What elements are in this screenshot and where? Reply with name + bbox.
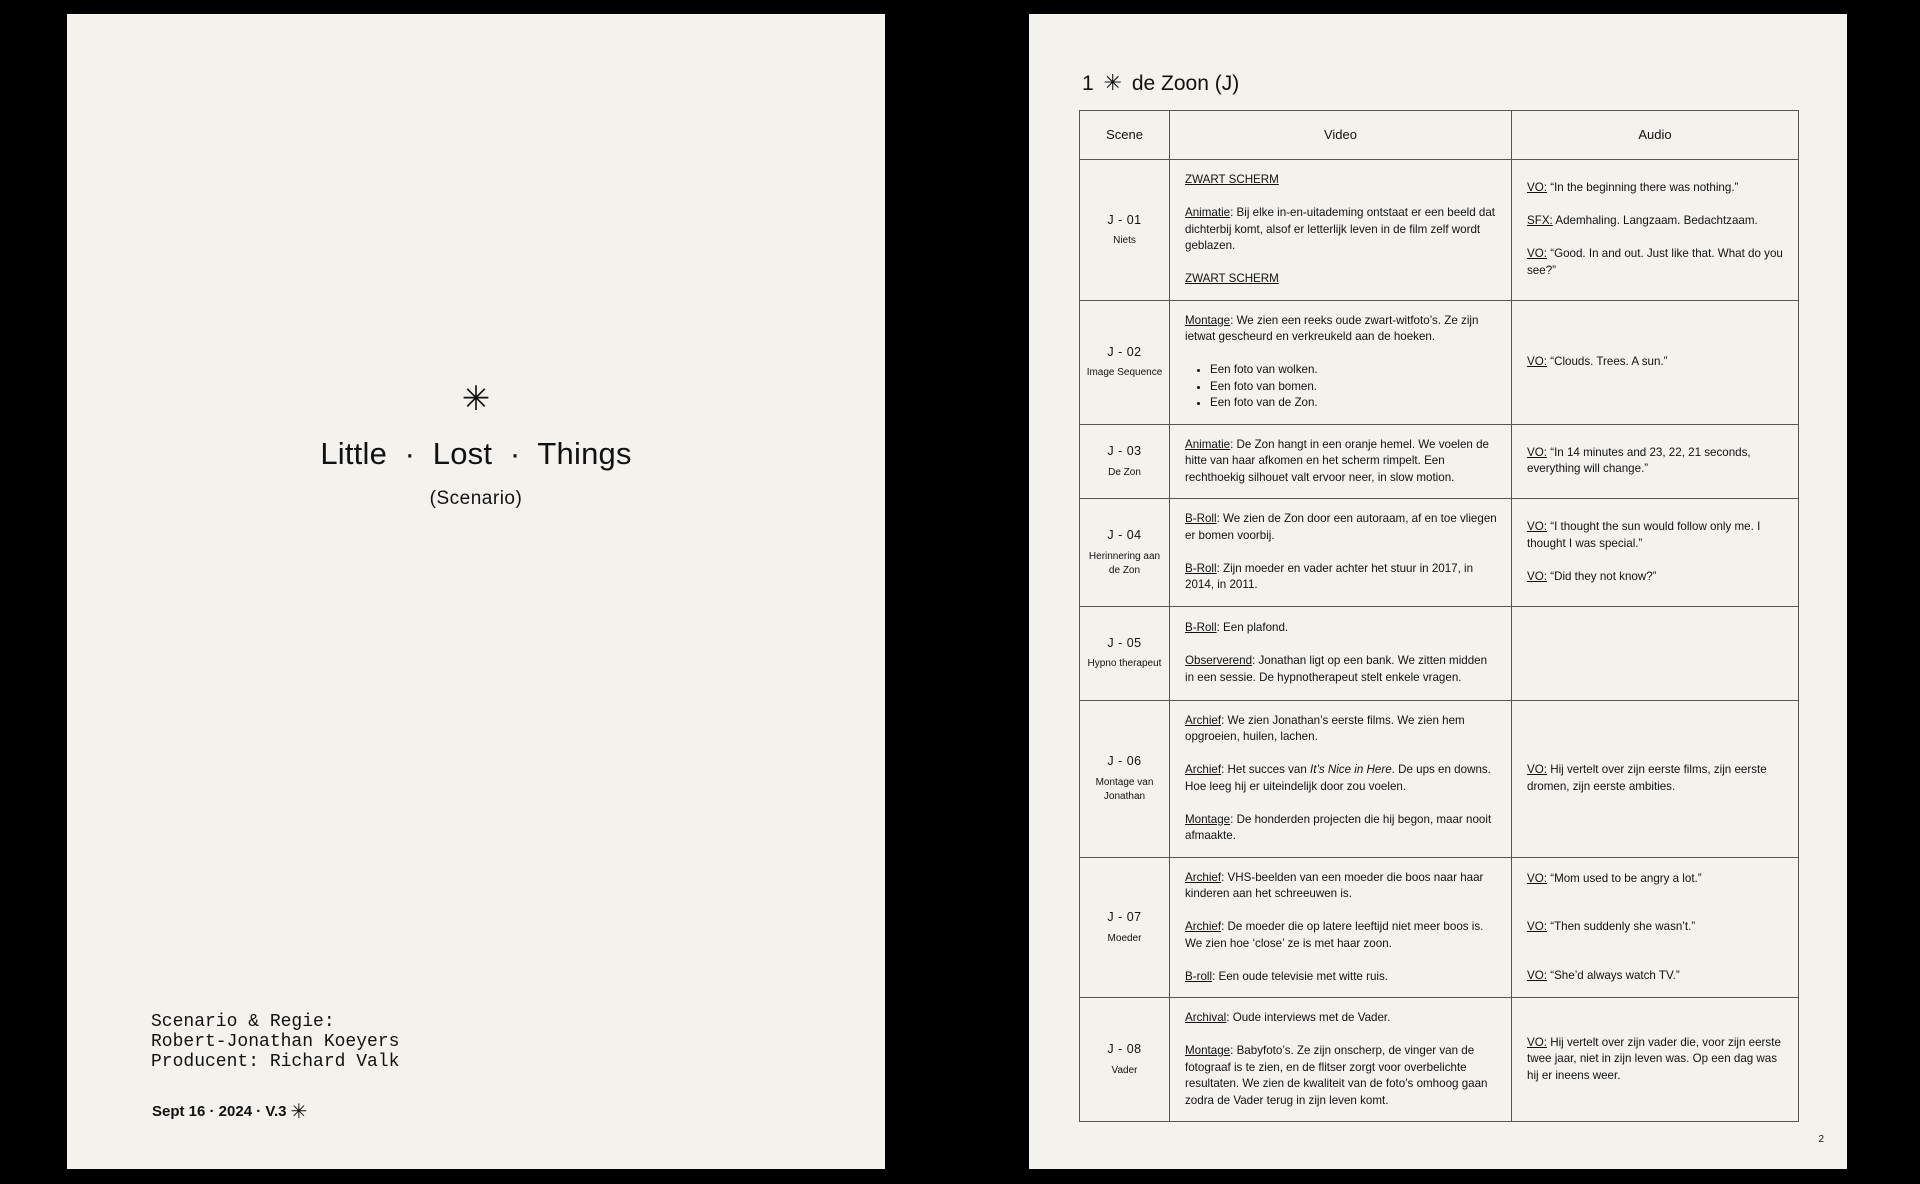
video-cell <box>1170 160 1512 301</box>
direction-text: : We zien een reeks oude zwart-witfoto’s. Ze zijn ietwat gescheurd en verkreukeld aan de hoeken. <box>1185 313 1479 343</box>
list-item: • Een foto van bomen. <box>1210 379 1497 396</box>
audio-label: VO: <box>1527 520 1547 534</box>
video-cell <box>1170 606 1512 700</box>
audio-paragraph <box>1527 871 1784 888</box>
version-date <box>152 1099 307 1124</box>
direction-text: : We zien Jonathan’s eerste films. We zien hem opgroeien, huilen, lachen. <box>1185 713 1465 743</box>
audio-text: “Did they not know?” <box>1546 569 1657 583</box>
script-page <box>1029 14 1847 1169</box>
video-cell <box>1170 998 1512 1122</box>
scene-name: Moeder <box>1107 932 1142 944</box>
direction-label: Archival <box>1185 1011 1227 1024</box>
direction-label: Montage <box>1185 1044 1231 1057</box>
scene-cell <box>1080 857 1170 998</box>
audio-text: “Clouds. Trees. A sun.” <box>1546 354 1668 368</box>
audio-paragraph <box>1527 445 1784 478</box>
video-paragraph <box>1185 271 1497 288</box>
direction-text: : Een oude televisie met witte ruis. <box>1212 969 1388 983</box>
scene-cell <box>1080 300 1170 424</box>
audio-paragraph <box>1527 180 1784 197</box>
video-cell <box>1170 857 1512 998</box>
audio-text: Hij vertelt over zijn eerste films, zijn eerste dromen, zijn eerste ambities. <box>1527 763 1767 793</box>
scene-name: Image Sequence <box>1086 367 1163 379</box>
direction-text: : Jonathan ligt op een bank. We zitten midden in een sessie. De hypnotherapeut stelt enkele vragen. <box>1185 654 1488 684</box>
credits-line: Robert-Jonathan Koeyers <box>151 1032 400 1052</box>
column-header-scene: Scene <box>1080 111 1170 160</box>
list-item: • Een foto van wolken. <box>1210 362 1497 379</box>
credits-line: Producent: Richard Valk <box>151 1052 400 1072</box>
audio-label: SFX: <box>1527 214 1553 228</box>
scene-cell <box>1080 424 1170 499</box>
audio-label: VO: <box>1527 1035 1547 1049</box>
direction-text: : Bij elke in-en-uitademing ontstaat er een beeld dat dichterbij komt, alsof er letterlijk leven in de film zelf wordt geblazen. <box>1185 206 1495 252</box>
asterisk-star-icon: ✳ <box>1103 70 1122 95</box>
direction-text: : Babyfoto’s. Ze zijn onscherp, de vinger van de fotograaf is te zien, en de flitser zorgt voor overbelichte resultaten. We zien de kwaliteit van de foto’s omhoog gaan zodra de Vader terug in zijn leven komt. <box>1185 1044 1488 1107</box>
audio-label: VO: <box>1527 763 1547 776</box>
section-heading <box>1082 70 1239 96</box>
scene-cell <box>1080 998 1170 1122</box>
asterisk-star-icon: ✳ <box>290 1101 308 1123</box>
video-paragraph <box>1185 870 1497 903</box>
scene-number: J - 08 <box>1107 1042 1142 1057</box>
audio-paragraph <box>1527 762 1784 795</box>
audio-paragraph <box>1527 569 1784 586</box>
audio-paragraph <box>1527 919 1784 936</box>
video-paragraph <box>1185 511 1497 544</box>
audio-label: VO: <box>1527 354 1547 368</box>
version-date-text: Sept 16 · 2024 · V.3 <box>152 1103 287 1120</box>
scene-cell <box>1080 700 1170 857</box>
audio-text: “Mom used to be angry a lot.” <box>1546 871 1702 885</box>
audio-text: Hij vertelt over zijn vader die, voor zijn eerste twee jaar, niet in zijn leven was. Op een dag was hij er ineens weer. <box>1527 1035 1781 1082</box>
audio-paragraph <box>1527 246 1784 279</box>
scene-name: Vader <box>1111 1064 1138 1076</box>
script-table <box>1079 110 1799 1122</box>
section-number: 1 <box>1082 72 1094 95</box>
cover-page <box>67 14 885 1169</box>
audio-text: “In 14 minutes and 23, 22, 21 seconds, everything will change.” <box>1527 445 1751 476</box>
scene-number: J - 06 <box>1107 754 1142 769</box>
audio-cell <box>1512 998 1799 1122</box>
audio-text: “Then suddenly she wasn’t.” <box>1546 920 1696 933</box>
scene-number: J - 05 <box>1107 635 1142 650</box>
direction-text: : De moeder die op latere leeftijd niet meer boos is. We zien hoe ‘close’ ze is met haar zoon. <box>1185 920 1484 950</box>
credits-line: Scenario & Regie: <box>151 1012 335 1032</box>
video-paragraph <box>1185 437 1497 487</box>
direction-label: Archief <box>1185 920 1222 933</box>
direction-label: ZWART SCHERM <box>1185 173 1279 186</box>
column-header-audio: Audio <box>1512 111 1799 160</box>
table-row <box>1080 160 1799 301</box>
video-cell <box>1170 499 1512 607</box>
audio-cell <box>1512 424 1799 499</box>
direction-text: : De Zon hangt in een oranje hemel. We voelen de hitte van haar afkomen en het scherm rimpelt. Een rechthoekig silhouet valt ervoor neer, in slow motion. <box>1185 437 1489 484</box>
audio-paragraph <box>1527 519 1784 552</box>
direction-text: : We zien de Zon door een autoraam, af en toe vliegen er bomen voorbij. <box>1185 512 1497 542</box>
video-paragraph <box>1185 1010 1497 1027</box>
page-number: 2 <box>1818 1134 1824 1145</box>
audio-label: VO: <box>1527 569 1547 583</box>
table-row <box>1080 857 1799 998</box>
direction-label: Montage <box>1185 313 1231 327</box>
scene-cell <box>1080 499 1170 607</box>
table-header-row <box>1080 111 1799 160</box>
audio-text: Ademhaling. Langzaam. Bedachtzaam. <box>1552 214 1758 228</box>
direction-text: : VHS-beelden van een moeder die boos naar haar kinderen aan het schreeuwen is. <box>1185 870 1484 900</box>
scene-cell <box>1080 606 1170 700</box>
video-paragraph <box>1185 1043 1497 1109</box>
video-paragraph <box>1185 812 1497 845</box>
list-item: • Een foto van de Zon. <box>1210 395 1497 412</box>
audio-text: “I thought the sun would follow only me. I thought I was special.” <box>1527 520 1761 550</box>
direction-label: B-Roll <box>1185 621 1217 634</box>
credits-block <box>151 1012 399 1072</box>
video-paragraph <box>1185 205 1497 255</box>
direction-label: Archief <box>1185 763 1222 776</box>
photo-list <box>1185 362 1497 412</box>
scene-name: Herinnering aan de Zon <box>1088 550 1161 576</box>
scene-number: J - 02 <box>1107 344 1142 359</box>
direction-text: : Het succes van <box>1221 763 1311 776</box>
direction-label: Observerend <box>1185 654 1253 667</box>
scene-number: J - 03 <box>1107 444 1142 458</box>
audio-label: VO: <box>1527 445 1547 459</box>
cover-subtitle: (Scenario) <box>429 488 523 509</box>
video-paragraph <box>1185 919 1497 952</box>
video-paragraph <box>1185 653 1497 686</box>
cover-title: Little · Lost · Things <box>320 436 632 471</box>
audio-paragraph <box>1527 1035 1784 1085</box>
direction-label: Archief <box>1185 713 1222 727</box>
video-paragraph <box>1185 620 1497 637</box>
table-row <box>1080 499 1799 607</box>
audio-paragraph <box>1527 213 1784 230</box>
direction-text: : Oude interviews met de Vader. <box>1226 1011 1391 1024</box>
table-row <box>1080 998 1799 1122</box>
scene-number: J - 01 <box>1107 212 1142 227</box>
scene-name: Montage van Jonathan <box>1095 776 1154 802</box>
audio-text: “In the beginning there was nothing.” <box>1546 181 1739 195</box>
audio-text: “Good. In and out. Just like that. What do you see?” <box>1527 247 1783 277</box>
scene-name: Hypno therapeut <box>1087 658 1162 670</box>
audio-paragraph <box>1527 968 1784 985</box>
video-paragraph <box>1185 561 1497 594</box>
audio-label: VO: <box>1527 871 1547 885</box>
table-row <box>1080 606 1799 700</box>
scene-cell <box>1080 160 1170 301</box>
direction-text: : De honderden projecten die hij begon, maar nooit afmaakte. <box>1185 812 1492 842</box>
scene-number: J - 07 <box>1107 910 1142 924</box>
audio-cell <box>1512 499 1799 607</box>
direction-label: Animatie <box>1185 437 1231 451</box>
scene-name: De Zon <box>1108 466 1141 478</box>
direction-label: Archief <box>1185 870 1222 884</box>
direction-label: ZWART SCHERM <box>1185 272 1279 285</box>
film-title: It’s Nice in Here <box>1310 763 1392 776</box>
video-cell <box>1170 700 1512 857</box>
video-paragraph <box>1185 969 1497 986</box>
audio-label: VO: <box>1527 920 1547 933</box>
audio-paragraph <box>1527 354 1784 371</box>
table-row <box>1080 300 1799 424</box>
scene-name: Niets <box>1113 235 1136 246</box>
audio-label: VO: <box>1527 968 1547 982</box>
audio-text: “She’d always watch TV.” <box>1546 968 1680 982</box>
table-row <box>1080 424 1799 499</box>
section-title: de Zoon (J) <box>1131 72 1240 95</box>
direction-label: B-Roll <box>1185 512 1217 525</box>
video-paragraph <box>1185 762 1497 795</box>
direction-label: Montage <box>1185 812 1231 826</box>
audio-cell <box>1512 300 1799 424</box>
video-cell <box>1170 424 1512 499</box>
video-paragraph <box>1185 172 1497 189</box>
direction-label: B-Roll <box>1185 561 1217 575</box>
table-row <box>1080 700 1799 857</box>
audio-cell <box>1512 606 1799 700</box>
asterisk-star-icon: ✳ <box>461 380 491 418</box>
audio-cell <box>1512 160 1799 301</box>
column-header-video: Video <box>1170 111 1512 160</box>
scene-number: J - 04 <box>1107 528 1142 542</box>
audio-label: VO: <box>1527 247 1547 261</box>
direction-text: . De ups en downs. Hoe leeg hij er uiteindelijk door zou voelen. <box>1185 763 1491 793</box>
audio-cell <box>1512 700 1799 857</box>
video-paragraph <box>1185 313 1497 346</box>
direction-text: : Zijn moeder en vader achter het stuur in 2017, in 2014, in 2011. <box>1185 561 1474 591</box>
audio-label: VO: <box>1527 181 1547 195</box>
direction-label: Animatie <box>1185 206 1231 219</box>
direction-label: B-roll <box>1185 969 1213 983</box>
video-cell <box>1170 300 1512 424</box>
video-paragraph <box>1185 713 1497 746</box>
direction-text: : Een plafond. <box>1216 621 1289 634</box>
audio-cell <box>1512 857 1799 998</box>
